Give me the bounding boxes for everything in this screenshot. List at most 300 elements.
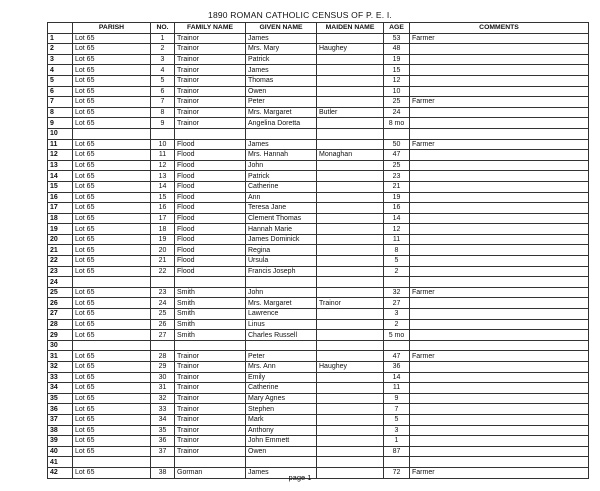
no-cell: 22 xyxy=(151,266,175,277)
parish-cell: Lot 65 xyxy=(73,298,151,309)
table-row xyxy=(48,393,589,404)
maiden-name-cell xyxy=(317,224,384,235)
comments-cell xyxy=(410,340,589,351)
age-cell: 50 xyxy=(384,139,410,150)
table-row xyxy=(48,44,589,55)
family-name-cell: Trainor xyxy=(175,372,246,383)
no-cell: 26 xyxy=(151,319,175,330)
given-name-cell: Mrs. Mary xyxy=(246,44,317,55)
age-cell: 47 xyxy=(384,150,410,161)
age-cell: 2 xyxy=(384,319,410,330)
row-number: 23 xyxy=(48,266,73,277)
comments-cell xyxy=(410,44,589,55)
table-row xyxy=(48,372,589,383)
maiden-name-cell xyxy=(317,404,384,415)
no-cell: 19 xyxy=(151,234,175,245)
maiden-name-cell xyxy=(317,33,384,44)
comments-cell xyxy=(410,128,589,139)
family-name-cell: Flood xyxy=(175,266,246,277)
family-name-cell xyxy=(175,340,246,351)
given-name-cell: Mrs. Margaret xyxy=(246,298,317,309)
parish-cell: Lot 65 xyxy=(73,44,151,55)
comments-cell xyxy=(410,457,589,468)
age-cell: 3 xyxy=(384,425,410,436)
no-cell xyxy=(151,128,175,139)
maiden-name-cell xyxy=(317,171,384,182)
age-cell: 11 xyxy=(384,383,410,394)
maiden-name-cell xyxy=(317,256,384,267)
table-row xyxy=(48,436,589,447)
maiden-name-cell xyxy=(317,128,384,139)
header-rownum xyxy=(48,23,73,34)
row-number: 20 xyxy=(48,234,73,245)
row-number: 8 xyxy=(48,107,73,118)
row-number: 21 xyxy=(48,245,73,256)
family-name-cell: Trainor xyxy=(175,54,246,65)
age-cell: 19 xyxy=(384,54,410,65)
row-number: 35 xyxy=(48,393,73,404)
comments-cell xyxy=(410,298,589,309)
parish-cell: Lot 65 xyxy=(73,372,151,383)
age-cell xyxy=(384,457,410,468)
comments-cell xyxy=(410,362,589,373)
family-name-cell: Flood xyxy=(175,150,246,161)
no-cell: 12 xyxy=(151,160,175,171)
parish-cell: Lot 65 xyxy=(73,319,151,330)
table-row xyxy=(48,446,589,457)
table-row xyxy=(48,75,589,86)
comments-cell: Farmer xyxy=(410,33,589,44)
table-row xyxy=(48,319,589,330)
parish-cell: Lot 65 xyxy=(73,467,151,478)
comments-cell xyxy=(410,65,589,76)
comments-cell xyxy=(410,150,589,161)
given-name-cell: John xyxy=(246,160,317,171)
age-cell: 87 xyxy=(384,446,410,457)
row-number: 33 xyxy=(48,372,73,383)
comments-cell xyxy=(410,372,589,383)
maiden-name-cell xyxy=(317,287,384,298)
no-cell: 4 xyxy=(151,65,175,76)
row-number: 28 xyxy=(48,319,73,330)
family-name-cell: Trainor xyxy=(175,86,246,97)
comments-cell xyxy=(410,425,589,436)
row-number: 7 xyxy=(48,97,73,108)
table-row xyxy=(48,287,589,298)
comments-cell xyxy=(410,203,589,214)
comments-cell xyxy=(410,224,589,235)
maiden-name-cell xyxy=(317,277,384,288)
family-name-cell: Trainor xyxy=(175,436,246,447)
parish-cell: Lot 65 xyxy=(73,97,151,108)
no-cell: 33 xyxy=(151,404,175,415)
no-cell: 38 xyxy=(151,467,175,478)
family-name-cell: Smith xyxy=(175,309,246,320)
row-number: 15 xyxy=(48,181,73,192)
row-number: 38 xyxy=(48,425,73,436)
family-name-cell: Flood xyxy=(175,234,246,245)
given-name-cell: Catherine xyxy=(246,383,317,394)
parish-cell: Lot 65 xyxy=(73,75,151,86)
row-number: 10 xyxy=(48,128,73,139)
given-name-cell: Mrs. Margaret xyxy=(246,107,317,118)
age-cell: 24 xyxy=(384,107,410,118)
comments-cell xyxy=(410,160,589,171)
row-number: 14 xyxy=(48,171,73,182)
given-name-cell xyxy=(246,277,317,288)
family-name-cell: Smith xyxy=(175,330,246,341)
family-name-cell: Trainor xyxy=(175,404,246,415)
no-cell xyxy=(151,457,175,468)
row-number: 17 xyxy=(48,203,73,214)
age-cell: 27 xyxy=(384,298,410,309)
row-number: 41 xyxy=(48,457,73,468)
parish-cell: Lot 65 xyxy=(73,404,151,415)
age-cell: 12 xyxy=(384,224,410,235)
table-row xyxy=(48,224,589,235)
row-number: 30 xyxy=(48,340,73,351)
page-number: page 1 xyxy=(288,473,312,482)
age-cell: 21 xyxy=(384,181,410,192)
no-cell: 1 xyxy=(151,33,175,44)
given-name-cell: Ursula xyxy=(246,256,317,267)
comments-cell xyxy=(410,107,589,118)
age-cell: 1 xyxy=(384,436,410,447)
maiden-name-cell xyxy=(317,139,384,150)
given-name-cell xyxy=(246,128,317,139)
table-row xyxy=(48,362,589,373)
no-cell xyxy=(151,340,175,351)
table-row xyxy=(48,86,589,97)
row-number: 24 xyxy=(48,277,73,288)
no-cell: 17 xyxy=(151,213,175,224)
given-name-cell: Catherine xyxy=(246,181,317,192)
age-cell: 8 xyxy=(384,245,410,256)
header-row xyxy=(48,23,589,34)
comments-cell: Farmer xyxy=(410,97,589,108)
no-cell: 7 xyxy=(151,97,175,108)
table-row xyxy=(48,425,589,436)
row-number: 32 xyxy=(48,362,73,373)
given-name-cell: Patrick xyxy=(246,171,317,182)
given-name-cell xyxy=(246,340,317,351)
no-cell: 37 xyxy=(151,446,175,457)
maiden-name-cell xyxy=(317,330,384,341)
row-number: 29 xyxy=(48,330,73,341)
age-cell: 14 xyxy=(384,213,410,224)
table-row xyxy=(48,414,589,425)
comments-cell xyxy=(410,393,589,404)
family-name-cell: Trainor xyxy=(175,118,246,129)
age-cell: 2 xyxy=(384,266,410,277)
maiden-name-cell xyxy=(317,245,384,256)
maiden-name-cell xyxy=(317,436,384,447)
header-given-name: GIVEN NAME xyxy=(246,23,317,34)
given-name-cell: Owen xyxy=(246,446,317,457)
maiden-name-cell xyxy=(317,266,384,277)
no-cell: 32 xyxy=(151,393,175,404)
comments-cell xyxy=(410,404,589,415)
no-cell: 6 xyxy=(151,86,175,97)
table-row xyxy=(48,277,589,288)
row-number: 16 xyxy=(48,192,73,203)
given-name-cell: Lawrence xyxy=(246,309,317,320)
comments-cell xyxy=(410,171,589,182)
no-cell: 11 xyxy=(151,150,175,161)
row-number: 13 xyxy=(48,160,73,171)
table-row xyxy=(48,245,589,256)
table-row xyxy=(48,65,589,76)
table-row xyxy=(48,309,589,320)
age-cell: 25 xyxy=(384,97,410,108)
maiden-name-cell: Butler xyxy=(317,107,384,118)
family-name-cell xyxy=(175,277,246,288)
given-name-cell: John Emmett xyxy=(246,436,317,447)
table-row xyxy=(48,139,589,150)
table-row xyxy=(48,192,589,203)
no-cell: 20 xyxy=(151,245,175,256)
family-name-cell: Flood xyxy=(175,181,246,192)
table-row xyxy=(48,404,589,415)
family-name-cell: Trainor xyxy=(175,383,246,394)
no-cell: 21 xyxy=(151,256,175,267)
row-number: 36 xyxy=(48,404,73,415)
age-cell: 48 xyxy=(384,44,410,55)
maiden-name-cell: Trainor xyxy=(317,298,384,309)
given-name-cell: Anthony xyxy=(246,425,317,436)
family-name-cell: Trainor xyxy=(175,351,246,362)
parish-cell: Lot 65 xyxy=(73,203,151,214)
age-cell: 15 xyxy=(384,65,410,76)
no-cell: 36 xyxy=(151,436,175,447)
no-cell: 5 xyxy=(151,75,175,86)
no-cell: 24 xyxy=(151,298,175,309)
family-name-cell: Trainor xyxy=(175,393,246,404)
maiden-name-cell: Haughey xyxy=(317,44,384,55)
parish-cell: Lot 65 xyxy=(73,245,151,256)
row-number: 2 xyxy=(48,44,73,55)
parish-cell: Lot 65 xyxy=(73,330,151,341)
table-row xyxy=(48,203,589,214)
table-row xyxy=(48,383,589,394)
table-row xyxy=(48,118,589,129)
no-cell: 16 xyxy=(151,203,175,214)
family-name-cell: Trainor xyxy=(175,75,246,86)
maiden-name-cell xyxy=(317,372,384,383)
no-cell: 35 xyxy=(151,425,175,436)
given-name-cell: Thomas xyxy=(246,75,317,86)
family-name-cell: Flood xyxy=(175,224,246,235)
table-row xyxy=(48,213,589,224)
parish-cell: Lot 65 xyxy=(73,86,151,97)
header-parish: PARISH xyxy=(73,23,151,34)
maiden-name-cell xyxy=(317,340,384,351)
no-cell: 28 xyxy=(151,351,175,362)
header-family-name: FAMILY NAME xyxy=(175,23,246,34)
age-cell: 14 xyxy=(384,372,410,383)
given-name-cell: Francis Joseph xyxy=(246,266,317,277)
comments-cell xyxy=(410,414,589,425)
maiden-name-cell xyxy=(317,213,384,224)
page-title: 1890 ROMAN CATHOLIC CENSUS OF P. E. I. xyxy=(208,10,392,20)
comments-cell: Farmer xyxy=(410,351,589,362)
table-row xyxy=(48,97,589,108)
no-cell: 13 xyxy=(151,171,175,182)
family-name-cell: Trainor xyxy=(175,362,246,373)
age-cell: 53 xyxy=(384,33,410,44)
no-cell: 2 xyxy=(151,44,175,55)
age-cell: 25 xyxy=(384,160,410,171)
table-row xyxy=(48,128,589,139)
comments-cell xyxy=(410,192,589,203)
no-cell: 18 xyxy=(151,224,175,235)
family-name-cell: Trainor xyxy=(175,33,246,44)
table-body xyxy=(48,33,589,478)
given-name-cell: Peter xyxy=(246,351,317,362)
parish-cell xyxy=(73,277,151,288)
comments-cell xyxy=(410,234,589,245)
comments-cell xyxy=(410,319,589,330)
given-name-cell: Patrick xyxy=(246,54,317,65)
row-number: 31 xyxy=(48,351,73,362)
header-age: AGE xyxy=(384,23,410,34)
given-name-cell: James xyxy=(246,467,317,478)
parish-cell: Lot 65 xyxy=(73,54,151,65)
family-name-cell: Trainor xyxy=(175,446,246,457)
given-name-cell: Teresa Jane xyxy=(246,203,317,214)
maiden-name-cell xyxy=(317,160,384,171)
family-name-cell: Flood xyxy=(175,256,246,267)
parish-cell xyxy=(73,340,151,351)
family-name-cell: Gorman xyxy=(175,467,246,478)
table-row xyxy=(48,171,589,182)
age-cell: 72 xyxy=(384,467,410,478)
parish-cell: Lot 65 xyxy=(73,139,151,150)
maiden-name-cell xyxy=(317,54,384,65)
no-cell: 15 xyxy=(151,192,175,203)
comments-cell xyxy=(410,181,589,192)
no-cell xyxy=(151,277,175,288)
maiden-name-cell xyxy=(317,414,384,425)
no-cell: 14 xyxy=(151,181,175,192)
given-name-cell: Stephen xyxy=(246,404,317,415)
maiden-name-cell xyxy=(317,65,384,76)
table-row xyxy=(48,33,589,44)
row-number: 19 xyxy=(48,224,73,235)
given-name-cell: Angelina Doretta xyxy=(246,118,317,129)
family-name-cell: Trainor xyxy=(175,97,246,108)
census-table xyxy=(47,22,589,479)
comments-cell xyxy=(410,213,589,224)
parish-cell: Lot 65 xyxy=(73,213,151,224)
no-cell: 8 xyxy=(151,107,175,118)
family-name-cell: Trainor xyxy=(175,414,246,425)
parish-cell: Lot 65 xyxy=(73,393,151,404)
table-row xyxy=(48,150,589,161)
row-number: 6 xyxy=(48,86,73,97)
comments-cell: Farmer xyxy=(410,139,589,150)
parish-cell xyxy=(73,457,151,468)
row-number: 40 xyxy=(48,446,73,457)
table-row xyxy=(48,351,589,362)
row-number: 25 xyxy=(48,287,73,298)
family-name-cell: Flood xyxy=(175,213,246,224)
age-cell xyxy=(384,340,410,351)
comments-cell xyxy=(410,245,589,256)
parish-cell: Lot 65 xyxy=(73,362,151,373)
family-name-cell: Flood xyxy=(175,171,246,182)
maiden-name-cell xyxy=(317,383,384,394)
age-cell: 7 xyxy=(384,404,410,415)
age-cell: 16 xyxy=(384,203,410,214)
no-cell: 27 xyxy=(151,330,175,341)
maiden-name-cell xyxy=(317,425,384,436)
parish-cell: Lot 65 xyxy=(73,107,151,118)
table-row xyxy=(48,160,589,171)
comments-cell xyxy=(410,383,589,394)
row-number: 12 xyxy=(48,150,73,161)
comments-cell xyxy=(410,54,589,65)
family-name-cell xyxy=(175,457,246,468)
table-row xyxy=(48,107,589,118)
given-name-cell: Hannah Marie xyxy=(246,224,317,235)
parish-cell xyxy=(73,128,151,139)
no-cell: 25 xyxy=(151,309,175,320)
given-name-cell: Clement Thomas xyxy=(246,213,317,224)
comments-cell: Farmer xyxy=(410,467,589,478)
maiden-name-cell: Monaghan xyxy=(317,150,384,161)
given-name-cell: John xyxy=(246,287,317,298)
family-name-cell: Flood xyxy=(175,160,246,171)
given-name-cell: James Dominick xyxy=(246,234,317,245)
age-cell: 12 xyxy=(384,75,410,86)
given-name-cell: Mrs. Hannah xyxy=(246,150,317,161)
family-name-cell: Flood xyxy=(175,139,246,150)
age-cell: 32 xyxy=(384,287,410,298)
given-name-cell: Regina xyxy=(246,245,317,256)
no-cell: 23 xyxy=(151,287,175,298)
family-name-cell: Trainor xyxy=(175,44,246,55)
comments-cell xyxy=(410,446,589,457)
given-name-cell: Mary Agnes xyxy=(246,393,317,404)
age-cell: 5 xyxy=(384,256,410,267)
age-cell: 36 xyxy=(384,362,410,373)
age-cell: 47 xyxy=(384,351,410,362)
parish-cell: Lot 65 xyxy=(73,192,151,203)
age-cell: 8 mo xyxy=(384,118,410,129)
age-cell: 11 xyxy=(384,234,410,245)
maiden-name-cell xyxy=(317,393,384,404)
age-cell: 23 xyxy=(384,171,410,182)
no-cell: 29 xyxy=(151,362,175,373)
row-number: 37 xyxy=(48,414,73,425)
family-name-cell: Smith xyxy=(175,319,246,330)
parish-cell: Lot 65 xyxy=(73,287,151,298)
given-name-cell: Emily xyxy=(246,372,317,383)
given-name-cell: Linus xyxy=(246,319,317,330)
parish-cell: Lot 65 xyxy=(73,351,151,362)
parish-cell: Lot 65 xyxy=(73,309,151,320)
maiden-name-cell xyxy=(317,118,384,129)
age-cell: 10 xyxy=(384,86,410,97)
given-name-cell: James xyxy=(246,33,317,44)
maiden-name-cell xyxy=(317,97,384,108)
maiden-name-cell: Haughey xyxy=(317,362,384,373)
table-row xyxy=(48,266,589,277)
parish-cell: Lot 65 xyxy=(73,436,151,447)
header-no: NO. xyxy=(151,23,175,34)
parish-cell: Lot 65 xyxy=(73,118,151,129)
